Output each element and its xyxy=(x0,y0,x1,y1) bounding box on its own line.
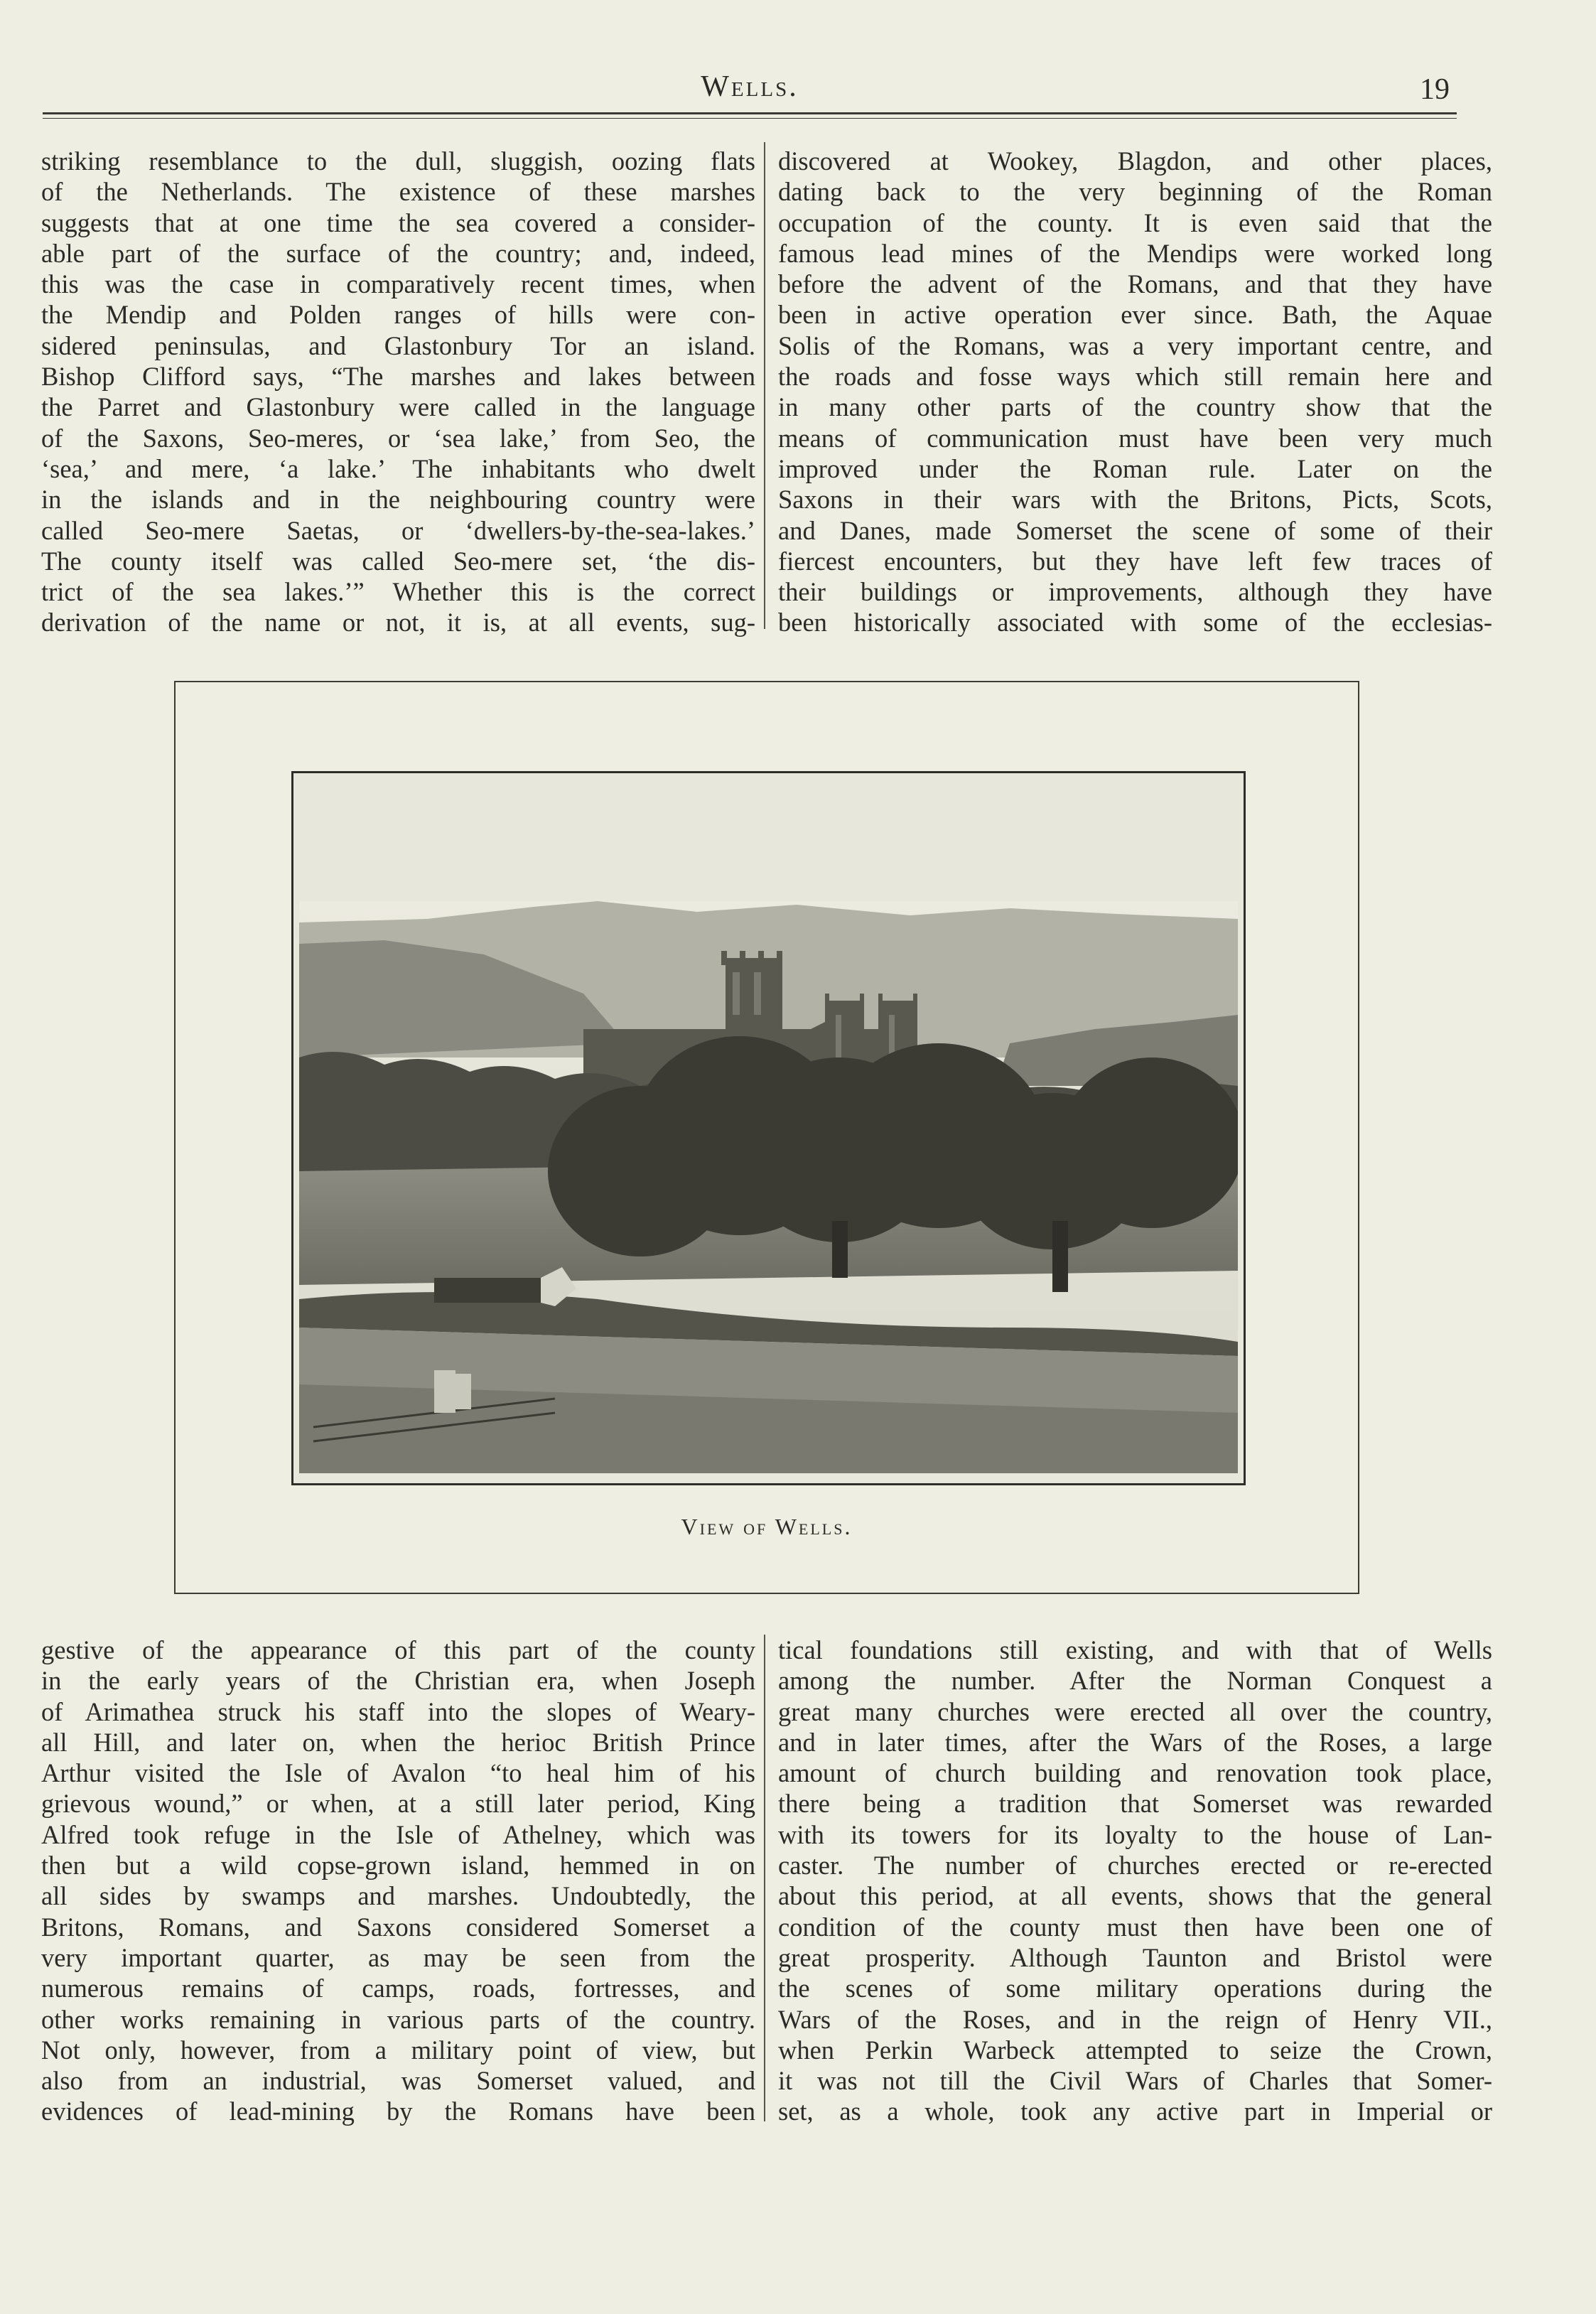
column-divider-bottom xyxy=(764,1635,765,2121)
text-line: discovered at Wookey, Blagdon, and other places, xyxy=(778,146,1492,176)
photo-view-of-wells xyxy=(291,771,1246,1485)
text-line: about this period, at all events, shows that the general xyxy=(778,1881,1492,1911)
text-line: caster. The number of churches erected or re-erected xyxy=(778,1851,1492,1880)
text-line: tical foundations still existing, and with that of Wells xyxy=(778,1635,1492,1664)
text-line: means of communication must have been very much xyxy=(778,423,1492,453)
text-line: grievous wound,” or when, at a still later period, King xyxy=(41,1789,755,1819)
column-top-left xyxy=(41,146,755,638)
figure-caption: View of Wells. xyxy=(681,1514,853,1539)
running-header xyxy=(43,64,1457,107)
text-line: able part of the surface of the country; and, indeed, xyxy=(41,238,755,268)
text-line: the scenes of some military operations during the xyxy=(778,1974,1492,2003)
text-line: Alfred took refuge in the Isle of Athelney, which was xyxy=(41,1819,755,1849)
text-line: derivation of the name or not, it is, at all events, sug- xyxy=(41,608,755,637)
header-rule-thick xyxy=(43,112,1457,114)
text-line: condition of the county must then have been one of xyxy=(778,1912,1492,1942)
text-line: this was the case in comparatively recent times, when xyxy=(41,269,755,299)
column-bottom-left xyxy=(41,1635,755,2127)
text-line: then but a wild copse-grown island, hemmed in on xyxy=(41,1851,755,1880)
text-line: among the number. After the Norman Conquest a xyxy=(778,1666,1492,1696)
page-number: 19 xyxy=(1420,73,1450,106)
text-line: ‘sea,’ and mere, ‘a lake.’ The inhabitants who dwelt xyxy=(41,453,755,483)
text-line: Britons, Romans, and Saxons considered Somerset a xyxy=(41,1912,755,1942)
text-line: the Mendip and Polden ranges of hills were con- xyxy=(41,300,755,330)
text-line: all Hill, and later on, when the herioc British Prince xyxy=(41,1727,755,1757)
text-line: Arthur visited the Isle of Avalon “to heal him of his xyxy=(41,1758,755,1788)
text-line: sidered peninsulas, and Glastonbury Tor an island. xyxy=(41,330,755,360)
text-line: famous lead mines of the Mendips were worked long xyxy=(778,238,1492,268)
text-line: the Parret and Glastonbury were called in the language xyxy=(41,392,755,422)
text-line: gestive of the appearance of this part of the county xyxy=(41,1635,755,1664)
text-line: Solis of the Romans, was a very important centre, and xyxy=(778,330,1492,360)
header-rule-thin xyxy=(43,118,1457,119)
text-line: and Danes, made Somerset the scene of some of their xyxy=(778,515,1492,545)
text-line: The county itself was called Seo-mere set, ‘the dis- xyxy=(41,546,755,576)
text-line: it was not till the Civil Wars of Charles that Somer- xyxy=(778,2066,1492,2096)
text-line: of Arimathea struck his staff into the slopes of Weary- xyxy=(41,1696,755,1726)
text-line: other works remaining in various parts of the country. xyxy=(41,2004,755,2034)
text-line: numerous remains of camps, roads, fortresses, and xyxy=(41,1974,755,2003)
text-line: of the Netherlands. The existence of these marshes xyxy=(41,177,755,207)
text-line: in many other parts of the country show that the xyxy=(778,392,1492,422)
text-line: in the early years of the Christian era, when Joseph xyxy=(41,1666,755,1696)
column-top-right xyxy=(778,146,1492,638)
text-line: before the advent of the Romans, and that they have xyxy=(778,269,1492,299)
text-line: and in later times, after the Wars of the Roses, a large xyxy=(778,1727,1492,1757)
text-line: striking resemblance to the dull, sluggish, oozing flats xyxy=(41,146,755,176)
text-line: there being a tradition that Somerset was rewarded xyxy=(778,1789,1492,1819)
text-line: the roads and fosse ways which still remain here and xyxy=(778,362,1492,392)
column-bottom-right xyxy=(778,1635,1492,2127)
column-divider-top xyxy=(764,142,765,629)
text-line: suggests that at one time the sea covered a consider- xyxy=(41,208,755,237)
text-line: Saxons in their wars with the Britons, Picts, Scots, xyxy=(778,485,1492,515)
text-line: set, as a whole, took any active part in Imperial or xyxy=(778,2097,1492,2126)
text-line: evidences of lead-mining by the Romans have been xyxy=(41,2097,755,2126)
page-title: Wells. xyxy=(701,70,799,103)
text-line: been in active operation ever since. Bath, the Aquae xyxy=(778,300,1492,330)
text-line: trict of the sea lakes.’” Whether this is the correct xyxy=(41,577,755,607)
text-line: improved under the Roman rule. Later on the xyxy=(778,453,1492,483)
text-line: with its towers for its loyalty to the house of Lan- xyxy=(778,1819,1492,1849)
text-line: Bishop Clifford says, “The marshes and lakes between xyxy=(41,362,755,392)
text-line: very important quarter, as may be seen from the xyxy=(41,1942,755,1972)
text-line: of the Saxons, Seo-meres, or ‘sea lake,’ from Seo, the xyxy=(41,423,755,453)
text-line: Not only, however, from a military point of view, but xyxy=(41,2035,755,2065)
text-line: also from an industrial, was Somerset valued, and xyxy=(41,2066,755,2096)
text-line: dating back to the very beginning of the Roman xyxy=(778,177,1492,207)
text-line: great many churches were erected all over the country, xyxy=(778,1696,1492,1726)
text-line: great prosperity. Although Taunton and Bristol were xyxy=(778,1942,1492,1972)
text-line: in the islands and in the neighbouring country were xyxy=(41,485,755,515)
landscape-photo xyxy=(299,901,1238,1473)
text-line: fiercest encounters, but they have left few traces of xyxy=(778,546,1492,576)
text-line: amount of church building and renovation took place, xyxy=(778,1758,1492,1788)
text-line: called Seo-mere Saetas, or ‘dwellers-by-the-sea-lakes.’ xyxy=(41,515,755,545)
text-line: when Perkin Warbeck attempted to seize the Crown, xyxy=(778,2035,1492,2065)
text-line: all sides by swamps and marshes. Undoubtedly, the xyxy=(41,1881,755,1911)
text-line: been historically associated with some of the ecclesias- xyxy=(778,608,1492,637)
text-line: occupation of the county. It is even said that the xyxy=(778,208,1492,237)
text-line: Wars of the Roses, and in the reign of Henry VII., xyxy=(778,2004,1492,2034)
text-line: their buildings or improvements, although they have xyxy=(778,577,1492,607)
